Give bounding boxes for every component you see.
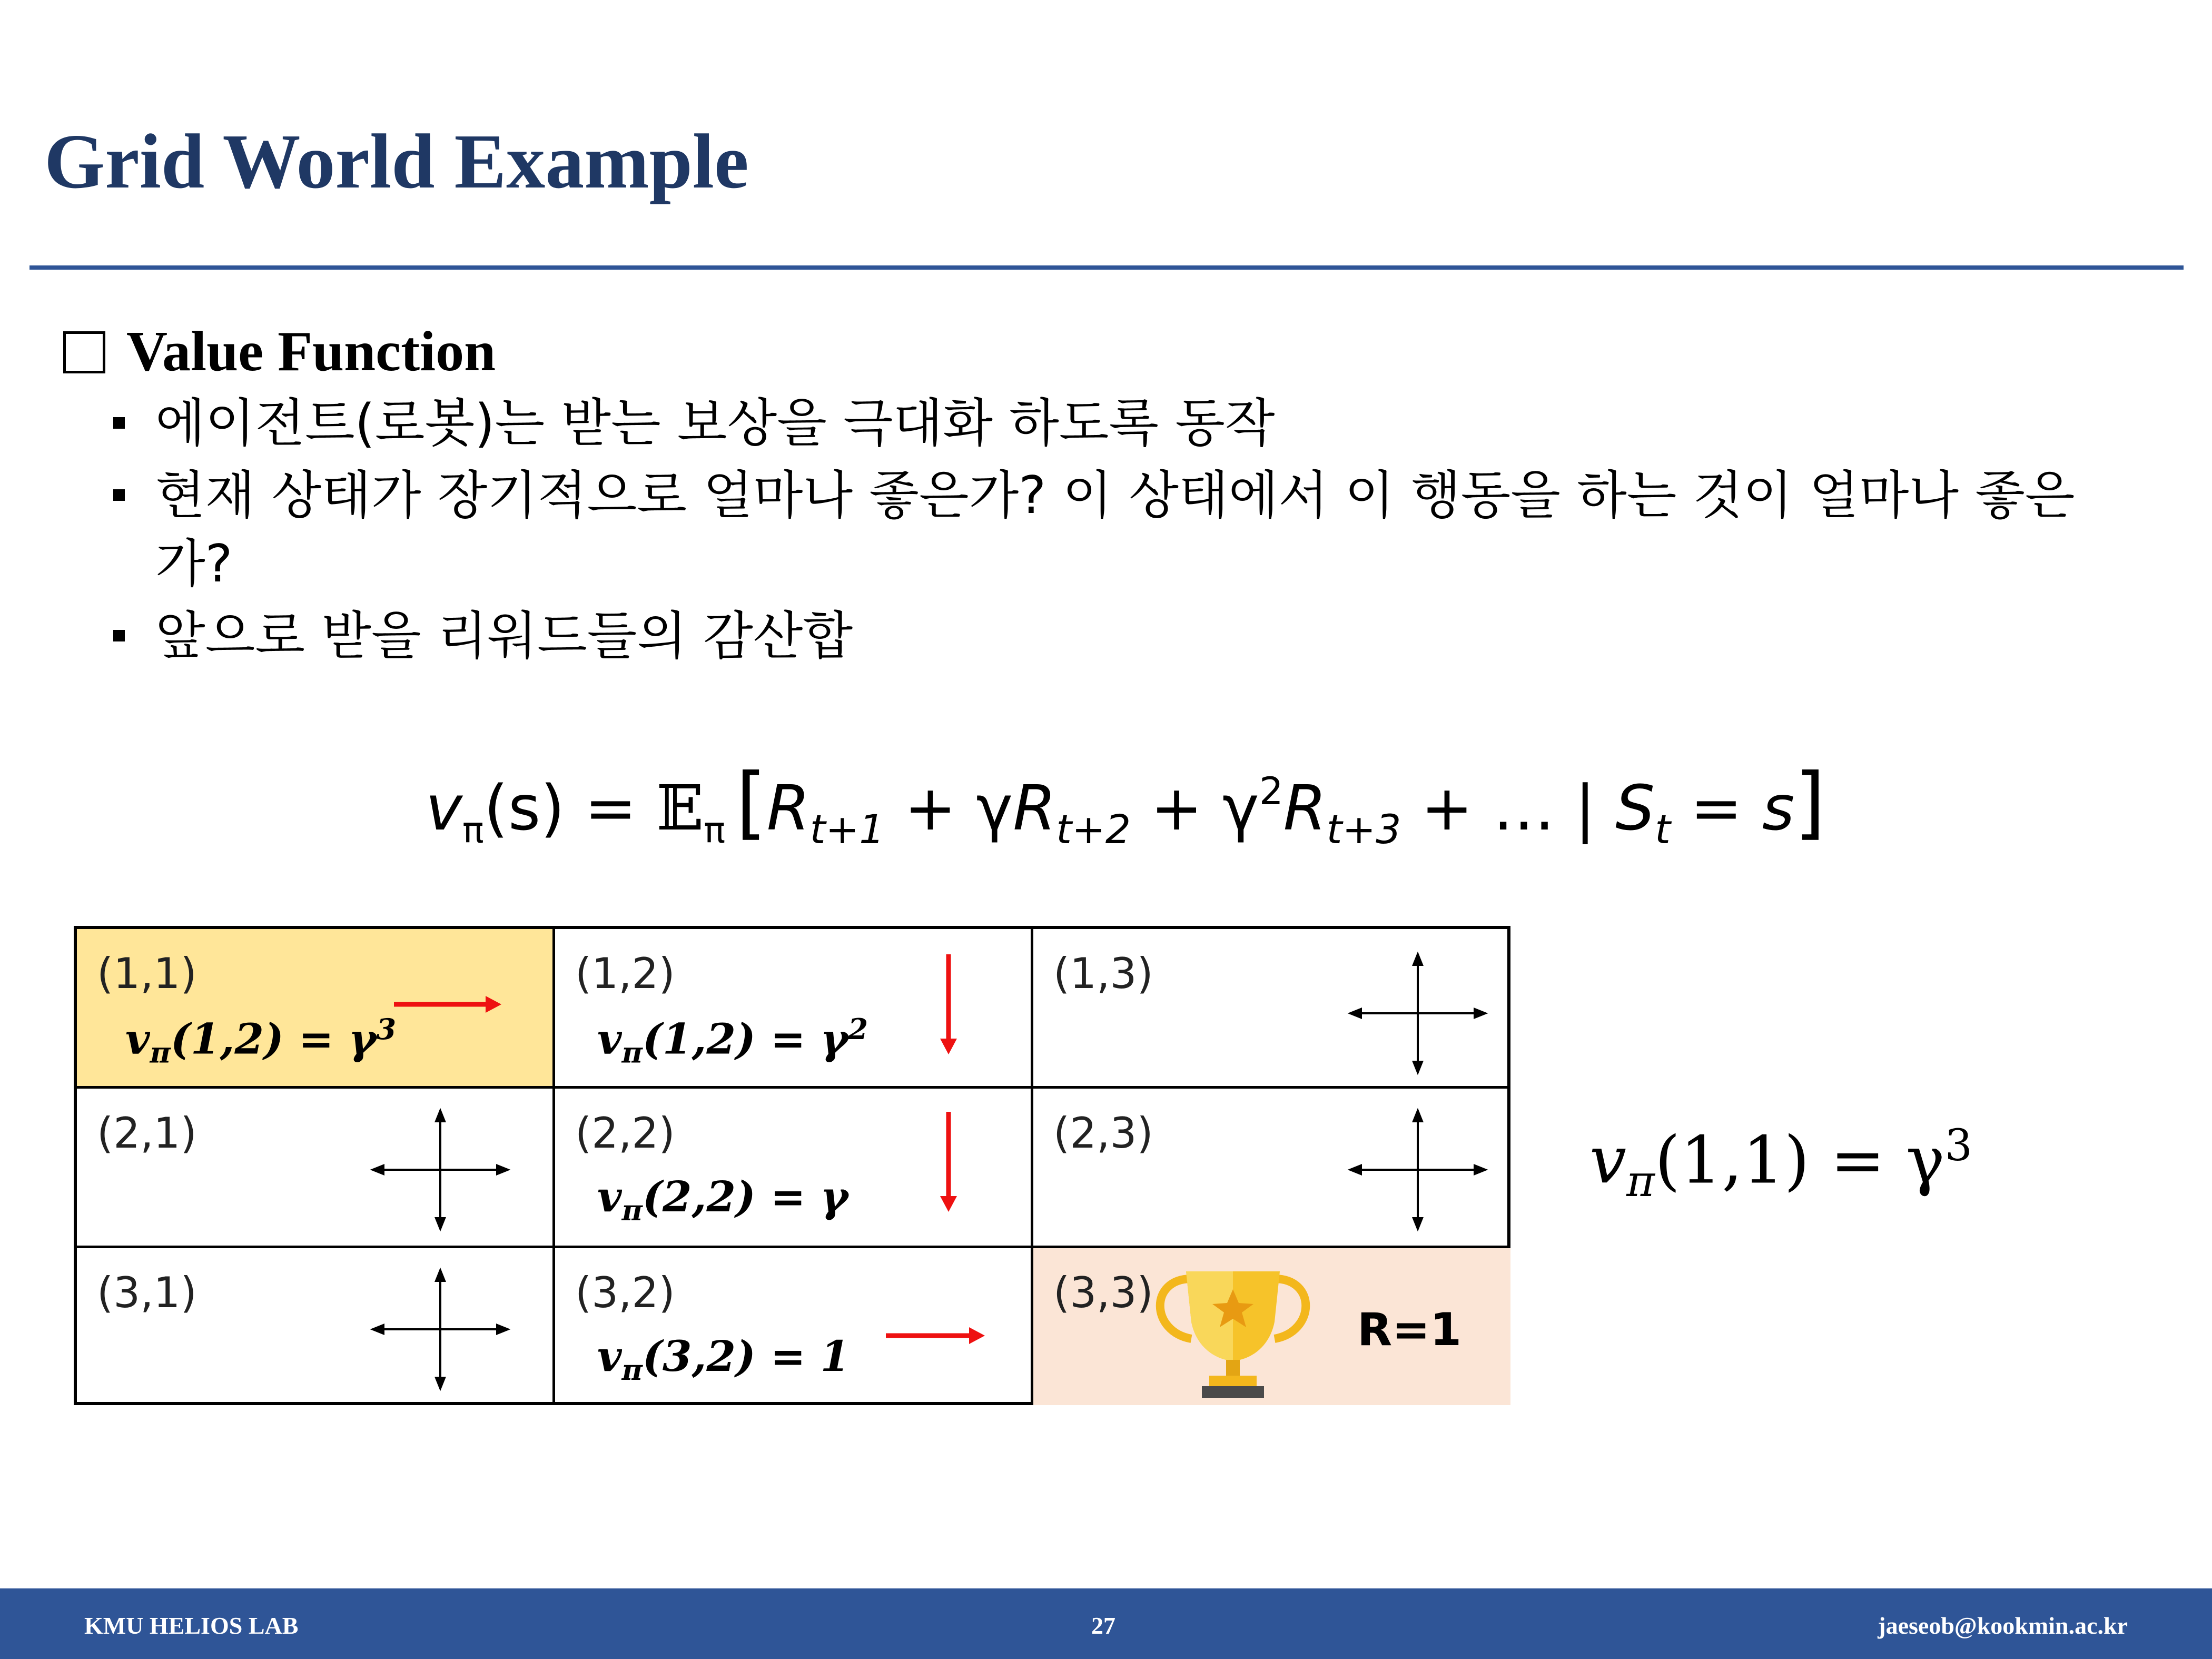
- formula-r2: R: [1013, 772, 1056, 844]
- section-heading: [63, 319, 496, 384]
- formula-r3-sub: t+3: [1326, 806, 1401, 853]
- formula-plus2: + γ: [1131, 772, 1259, 844]
- grid-cell-2-3: [1033, 1089, 1510, 1248]
- grid-cell-2-2: [555, 1089, 1033, 1248]
- formula-expect-sub: π: [704, 809, 726, 851]
- formula-r1-sub: t+1: [809, 806, 885, 853]
- value-equation-1-1: $v_\pi(1,1) = \gamma^3$: [1589, 1121, 1972, 1207]
- grid-cell-3-1: [77, 1248, 555, 1405]
- cell-coord: (3,3): [1053, 1268, 1153, 1317]
- grid-cell-1-1: [77, 929, 555, 1089]
- bullet-item: 앞으로 받을 리워드들의 감산합: [113, 603, 2136, 670]
- page-title: Grid World Example: [44, 118, 749, 205]
- formula-r2-sub: t+2: [1056, 806, 1131, 853]
- footer-email: jaeseob@kookmin.ac.kr: [1878, 1612, 2128, 1639]
- cell-coord: (1,3): [1053, 949, 1153, 998]
- right-arrow-icon: [77, 929, 555, 1089]
- cell-value: $v_\pi(2,2) = \gamma$: [597, 1172, 848, 1227]
- grid-cell-3-2: [555, 1248, 1033, 1405]
- cell-coord: (1,1): [97, 949, 197, 998]
- grid-world: [74, 926, 1510, 1405]
- formula-s-sub: t: [1655, 806, 1671, 853]
- formula-r1: R: [766, 772, 810, 844]
- footer-bar: [0, 1588, 2212, 1659]
- formula-tail: + … |: [1401, 772, 1616, 844]
- cell-coord: (2,1): [97, 1109, 197, 1158]
- grid-cell-1-3: [1033, 929, 1510, 1089]
- cell-coord: (3,2): [575, 1268, 675, 1317]
- cell-coord: (2,2): [575, 1109, 675, 1158]
- section-heading-text: Value Function: [126, 320, 496, 383]
- svg-text:vπ(s) = 𝔼π[Rt+1 + γRt+2 + γ2R: $v_\pi(s)$ = 𝔼$_\pi$ [$R_{t+1} + \gamma R_{t+2} + \gamma^2R_{t+3}$ + … | $S_t = s$]: [426, 764, 1825, 853]
- formula-arg: (s) =: [483, 772, 657, 844]
- four-way-arrow-icon: [77, 1248, 555, 1405]
- cell-coord: (2,3): [1053, 1109, 1153, 1158]
- down-arrow-icon: [555, 929, 1033, 1089]
- checkbox-icon: [63, 331, 105, 373]
- down-arrow-icon: [555, 1089, 1033, 1248]
- right-arrow-icon: [555, 1248, 1033, 1405]
- value-function-formula: [426, 764, 1869, 864]
- grid-cell-3-3: [1033, 1248, 1510, 1405]
- cell-value: $v_\pi(1,2) = \gamma^2$: [597, 1012, 868, 1070]
- title-divider: [29, 265, 2184, 270]
- cell-value: $v_\pi(3,2) = 1$: [597, 1331, 850, 1387]
- bullet-item: 에이전트(로봇)는 받는 보상을 극대화 하도록 동작: [113, 390, 2136, 458]
- formula-r3: R: [1283, 772, 1327, 844]
- formula-expect: 𝔼: [656, 772, 704, 844]
- formula-gamma-exp: 2: [1259, 769, 1283, 813]
- reward-label: R=1: [1357, 1303, 1462, 1356]
- cell-coord: (1,2): [575, 949, 675, 998]
- footer-page-number: 27: [1091, 1612, 1115, 1639]
- formula-plus1: + γ: [884, 772, 1013, 844]
- formula-pi: π: [462, 809, 484, 851]
- four-way-arrow-icon: [1033, 1089, 1510, 1248]
- cell-value: $v_\pi(1,2) = \gamma^3$: [125, 1012, 397, 1070]
- footer-lab-name: KMU HELIOS LAB: [84, 1612, 299, 1639]
- formula-eq-s: = s: [1670, 772, 1795, 844]
- four-way-arrow-icon: [1033, 929, 1510, 1089]
- grid-cell-1-2: [555, 929, 1033, 1089]
- four-way-arrow-icon: [77, 1089, 555, 1248]
- formula-s: S: [1615, 772, 1655, 844]
- cell-coord: (3,1): [97, 1268, 197, 1317]
- bullet-list: [113, 390, 2136, 675]
- bullet-item: 현재 상태가 장기적으로 얼마나 좋은가? 이 상태에서 이 행동을 하는 것이 얼마나 좋은가?: [113, 462, 2136, 598]
- formula-v: v: [426, 772, 462, 844]
- grid-cell-2-1: [77, 1089, 555, 1248]
